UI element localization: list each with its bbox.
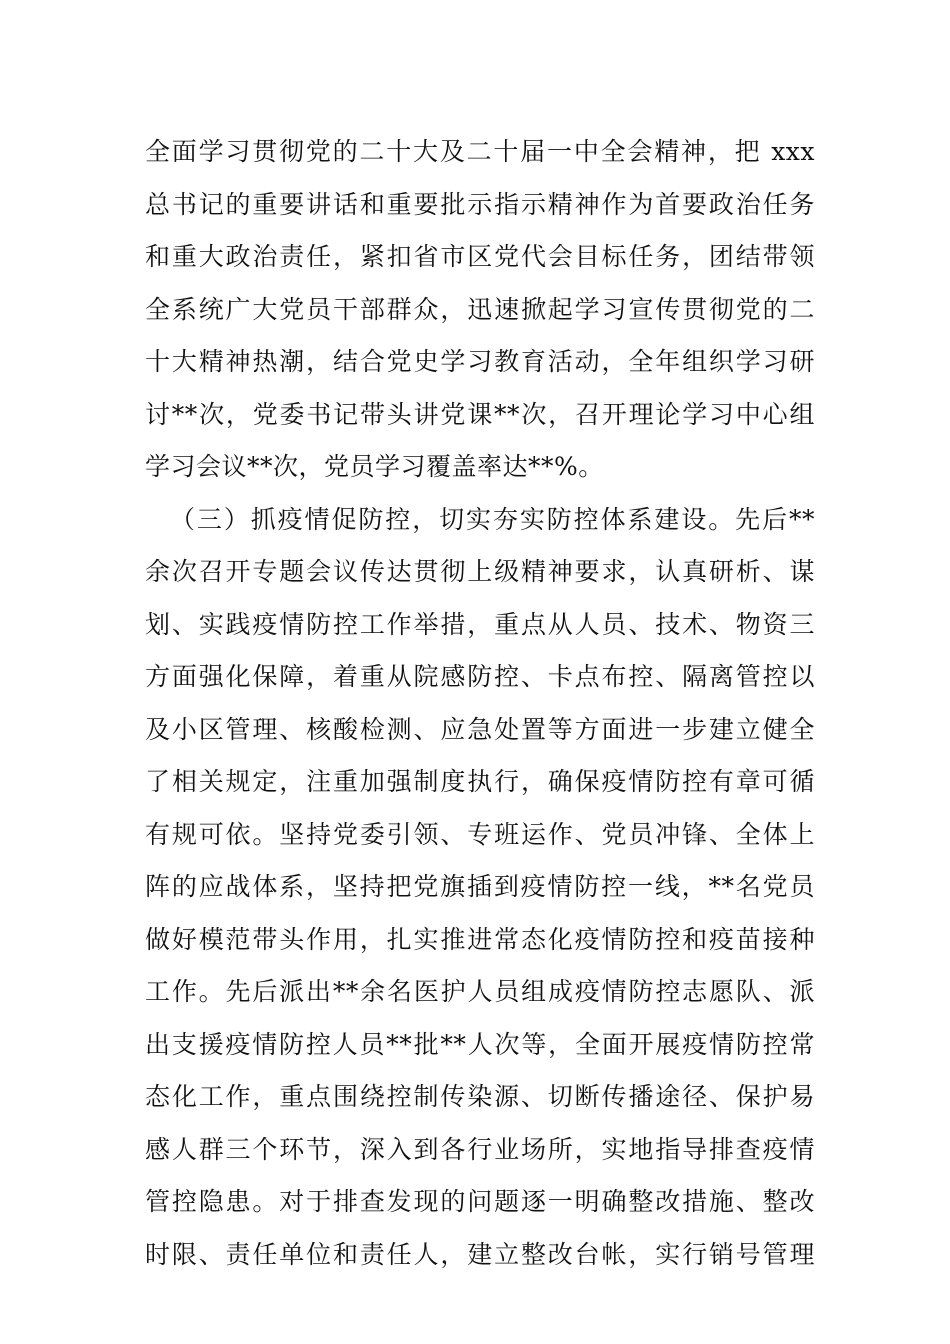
document-body: [145, 126, 815, 1281]
text-line: 全系统广大党员干部群众，迅速掀起学习宣传贯彻党的二: [145, 294, 815, 324]
text-line: 及小区管理、核酸检测、应急处置等方面进一步建立健全: [145, 714, 815, 744]
text-line: 和重大政治责任，紧扣省市区党代会目标任务，团结带领: [145, 242, 815, 271]
text-line: 十大精神热潮，结合党史学习教育活动，全年组织学习研: [145, 347, 815, 376]
text-line: 态化工作，重点围绕控制传染源、切断传播途径、保护易: [145, 1082, 815, 1111]
text-line: 管控隐患。对于排查发现的问题逐一明确整改措施、整改: [145, 1187, 815, 1216]
text-line: 划、实践疫情防控工作举措，重点从人员、技术、物资三: [145, 609, 815, 639]
text-line: 讨**次，党委书记带头讲党课**次，召开理论学习中心组: [145, 399, 815, 429]
text-line: 感人群三个环节，深入到各行业场所，实地指导排查疫情: [145, 1134, 815, 1164]
text-line: 有规可依。坚持党委引领、专班运作、党员冲锋、全体上: [145, 819, 815, 849]
text-line: 阵的应战体系，坚持把党旗插到疫情防控一线，**名党员: [145, 872, 815, 901]
text-line: 做好模范带头作用，扎实推进常态化疫情防控和疫苗接种: [145, 924, 815, 954]
text-line: 出支援疫情防控人员**批**人次等，全面开展疫情防控常: [145, 1029, 815, 1059]
text-line: 全面学习贯彻党的二十大及二十届一中全会精神，把 xxx: [145, 137, 815, 166]
text-line: 余次召开专题会议传达贯彻上级精神要求，认真研析、谋: [145, 557, 815, 586]
text-line: 方面强化保障，着重从院感防控、卡点布控、隔离管控以: [145, 662, 815, 691]
text-line: 工作。先后派出**余名医护人员组成疫情防控志愿队、派: [145, 977, 815, 1006]
section-heading-line: （三）抓疫情促防控，切实夯实防控体系建设。先后**: [170, 504, 815, 534]
text-line: 了相关规定，注重加强制度执行，确保疫情防控有章可循: [145, 767, 815, 796]
text-line: 时限、责任单位和责任人，建立整改台帐，实行销号管理: [145, 1239, 815, 1269]
text-line: 总书记的重要讲话和重要批示指示精神作为首要政治任务: [145, 189, 815, 219]
paragraph-end-line: 学习会议**次，党员学习覆盖率达**%。: [145, 452, 604, 481]
